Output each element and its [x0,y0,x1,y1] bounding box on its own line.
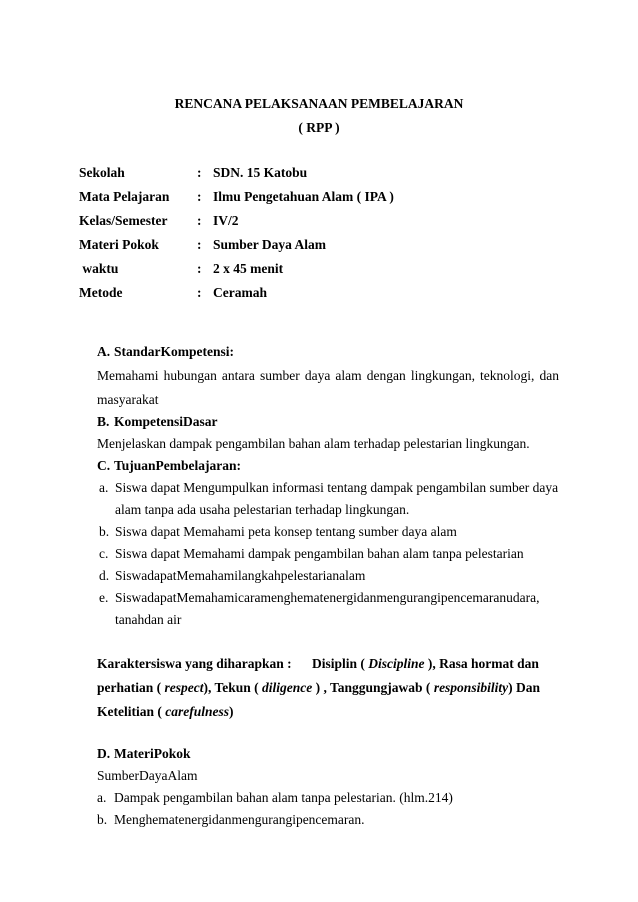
info-label: Kelas/Semester [79,213,168,228]
list-item-text: SiswadapatMemahamilangkahpelestarianalam [115,568,366,583]
info-label: waktu [79,261,119,276]
list-item-text: Dampak pengambilan bahan alam tanpa pelestarian. (hlm.214) [114,790,453,805]
info-colon: : [197,261,202,276]
section-marker: B. [97,414,110,429]
list-marker: b. [99,524,110,539]
karakter-line [97,656,292,672]
karakter-text: ), Rasa hormat dan [424,656,539,671]
info-colon: : [197,189,202,204]
karakter-label: Karaktersiswa yang diharapkan : [97,656,292,671]
info-label: Metode [79,285,123,300]
section-title: KompetensiDasar [114,414,218,429]
list-item-text: Siswa dapat Memahami dampak pengambilan bahan alam tanpa pelestarian [115,546,524,561]
karakter-term: diligence [262,680,313,695]
info-colon: : [197,165,202,180]
karakter-text: ) , Tanggungjawab ( [312,680,434,695]
info-value: 2 x 45 menit [213,261,284,276]
info-colon: : [197,213,202,228]
list-item [97,790,453,806]
list-item [99,590,539,606]
section-a-text: masyarakat [97,392,159,407]
section-marker: C. [97,458,111,473]
karakter-line [97,680,540,696]
info-value: IV/2 [213,213,239,228]
document-subtitle: ( RPP ) [298,120,340,135]
section-title: StandarKompetensi: [114,344,235,359]
info-value: SDN. 15 Katobu [213,165,308,180]
karakter-term: respect [164,680,204,695]
section-heading-d [97,746,191,762]
list-item-text: Menghematenergidanmengurangipencemaran. [114,812,365,827]
list-item-continuation: tanahdan air [115,612,182,627]
karakter-text: ) Dan [508,680,540,695]
section-title: TujuanPembelajaran: [114,458,242,473]
list-marker: c. [99,546,109,561]
karakter-text: Ketelitian ( [97,704,166,719]
karakter-text: Disiplin ( [312,656,369,671]
list-marker: e. [99,590,109,605]
list-marker: a. [97,790,107,805]
karakter-term: responsibility [433,680,509,695]
info-value: Ceramah [213,285,267,300]
karakter-text: perhatian ( [97,680,165,695]
section-heading-a [97,344,234,360]
section-d-text: SumberDayaAlam [97,768,198,783]
list-marker: b. [97,812,108,827]
section-heading-b [97,414,218,430]
karakter-text: ) [228,704,234,719]
list-item-text: Siswa dapat Memahami peta konsep tentang sumber daya alam [115,524,457,539]
list-item [99,568,365,584]
karakter-term: Discipline [368,656,425,671]
section-b-text: Menjelaskan dampak pengambilan bahan alam terhadap pelestarian lingkungan. [97,436,530,451]
info-colon: : [197,237,202,252]
info-label: Sekolah [79,165,125,180]
list-marker: a. [99,480,109,495]
info-label: Materi Pokok [79,237,159,252]
info-label: Mata Pelajaran [79,189,170,204]
list-item-text: Siswa dapat Mengumpulkan informasi tentang dampak pengambilan sumber daya [115,480,559,495]
section-marker: D. [97,746,111,761]
section-a-text: Memahami hubungan antara sumber daya alam dengan lingkungan, teknologi, dan [97,368,559,383]
list-item-continuation: alam tanpa ada usaha pelestarian terhadap lingkungan. [115,502,410,517]
document-title: RENCANA PELAKSANAAN PEMBELAJARAN [174,96,464,111]
karakter-line [312,656,539,672]
list-item-text: SiswadapatMemahamicaramenghematenergidanmengurangipencemaranudara, [115,590,540,605]
list-item [99,480,558,496]
section-heading-c [97,458,241,474]
list-item [99,524,457,540]
list-marker: d. [99,568,110,583]
section-marker: A. [97,344,111,359]
section-title: MateriPokok [114,746,191,761]
info-value: Ilmu Pengetahuan Alam ( IPA ) [213,189,394,204]
karakter-text: ), Tekun ( [203,680,263,695]
karakter-term: carefulness [165,704,229,719]
karakter-line [97,704,233,720]
info-value: Sumber Daya Alam [213,237,327,252]
list-item [99,546,524,562]
list-item [97,812,365,828]
info-colon: : [197,285,202,300]
